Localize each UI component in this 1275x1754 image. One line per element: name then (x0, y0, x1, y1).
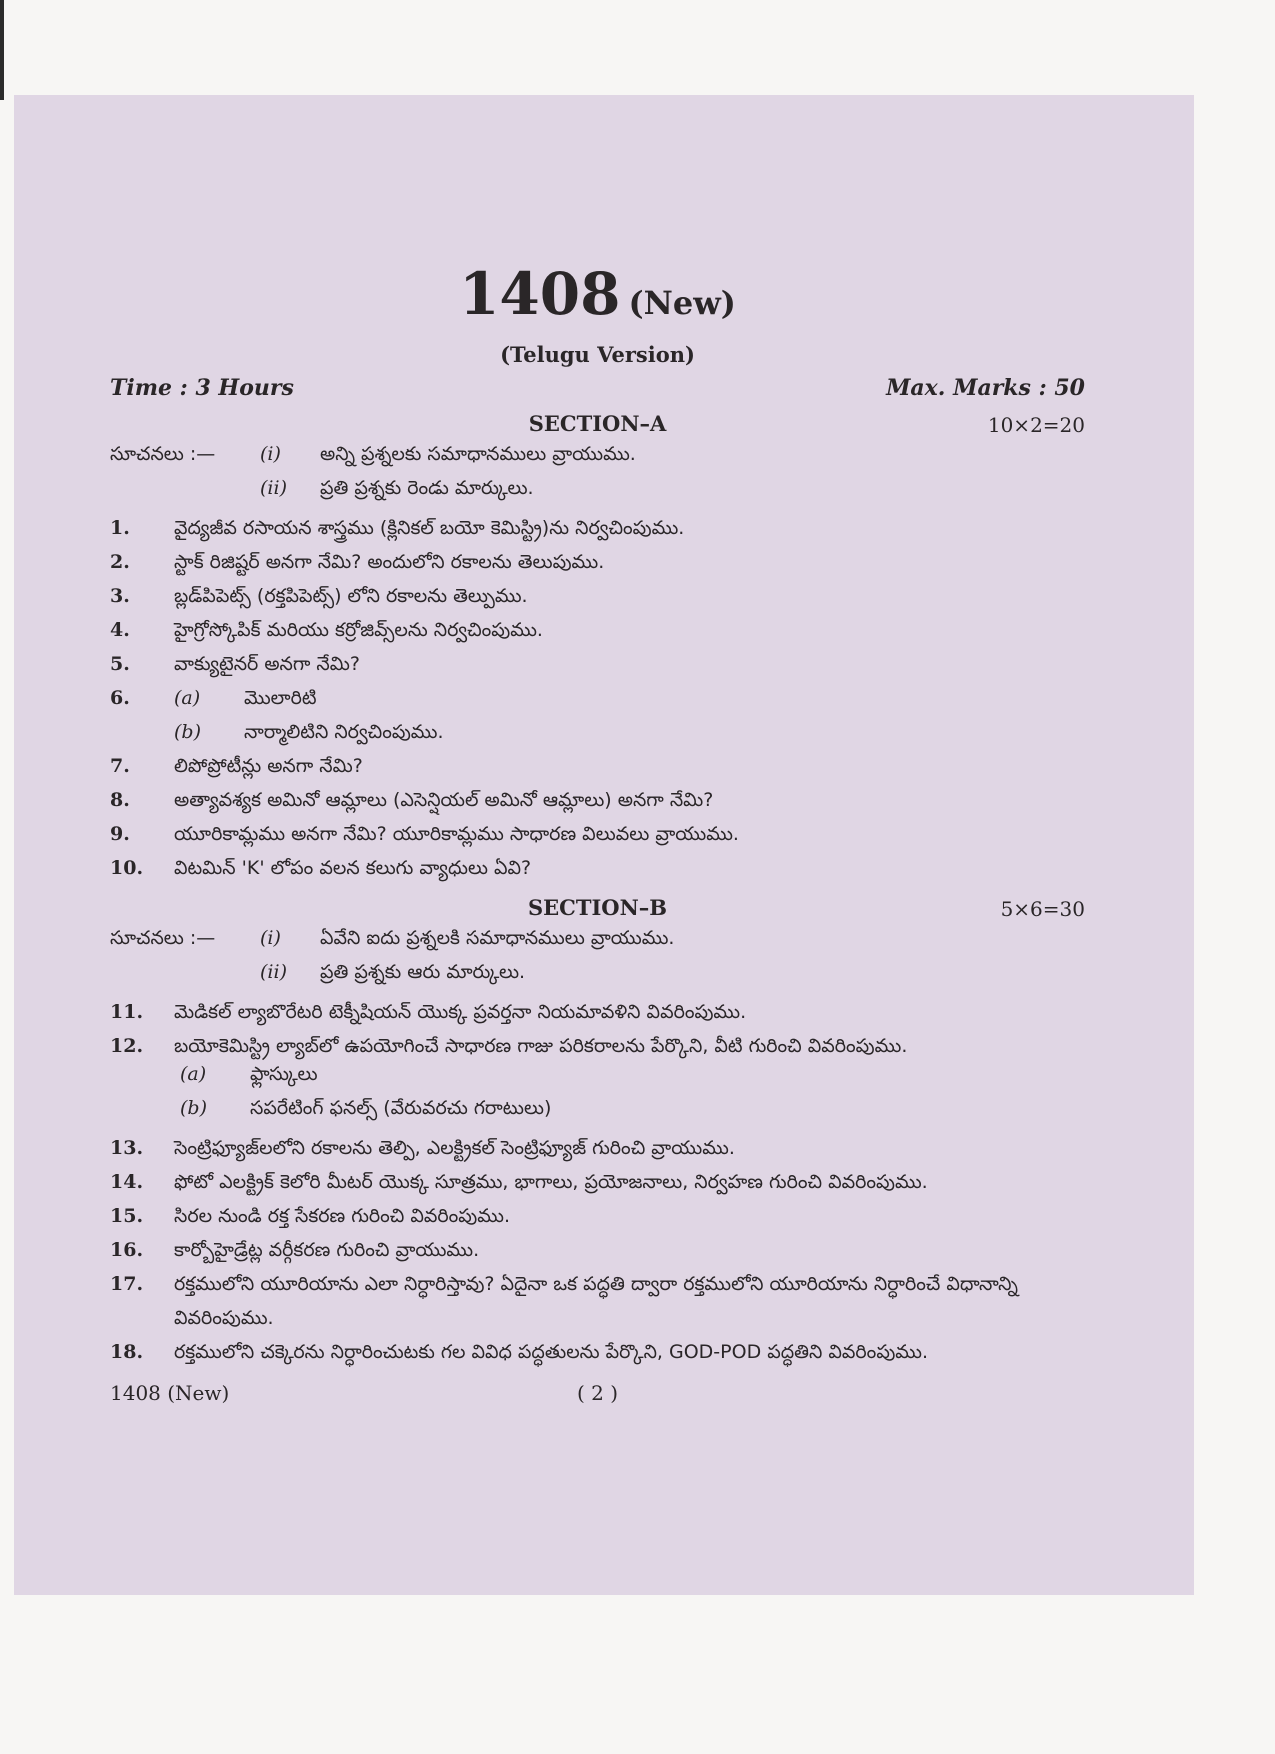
question (110, 749, 1085, 783)
question-number: 6. (110, 687, 130, 709)
paper-code (110, 260, 1085, 328)
section-b-header (110, 891, 1085, 927)
question-number: 2. (110, 551, 130, 573)
section-b-title: SECTION–B (527, 895, 668, 920)
option-label: (a) (174, 687, 201, 709)
section-a-marks: 10×2=20 (987, 413, 1085, 437)
section-b-marks: 5×6=30 (1000, 897, 1085, 921)
question-text: బయోకెమిస్ట్రి ల్యాబ్‌లో ఉపయోగించే సాధారణ గాజు పరికరాలను పేర్కొని, వీటి గురించి వివరింపుము. (174, 1035, 908, 1057)
question (110, 613, 1085, 647)
instruction-text: ప్రతి ప్రశ్నకు రెండు మార్కులు. (320, 477, 534, 499)
question-text: హైగ్రోస్కోపిక్ మరియు కర్రోజివ్స్‌లను నిర్వచింపుము. (174, 619, 543, 641)
question-number: 14. (110, 1171, 144, 1193)
option-label: (b) (174, 721, 201, 743)
question-paper-sheet (14, 95, 1194, 1595)
question-number: 17. (110, 1273, 144, 1295)
question (110, 851, 1085, 885)
section-a-instruction (110, 443, 1085, 477)
paper-code-tag: (New) (628, 284, 736, 322)
page-number: ( 2 ) (576, 1381, 619, 1405)
instruction-text: ప్రతి ప్రశ్నకు ఆరు మార్కులు. (320, 961, 526, 983)
paper-content (110, 190, 1085, 1415)
question-number: 8. (110, 789, 130, 811)
question (110, 1165, 1085, 1199)
question (110, 1233, 1085, 1267)
question (110, 1029, 1085, 1063)
question-option (110, 1097, 1085, 1131)
question-text: కార్బోహైడ్రేట్ల వర్గీకరణ గురించి వ్రాయుము. (174, 1239, 480, 1261)
question-text: స్టాక్ రిజిష్టర్ అనగా నేమి? అందులోని రకాలను తెలుపుము. (174, 551, 605, 573)
instructions-label: సూచనలు :— (110, 443, 216, 465)
scan-edge-mark (0, 0, 4, 100)
question-number: 11. (110, 1001, 144, 1023)
question-text: అత్యావశ్యక అమినో ఆమ్లాలు (ఎసెన్షియల్ అమినో ఆమ్లాలు) అనగా నేమి? (174, 789, 714, 811)
question-number: 1. (110, 517, 130, 539)
question-number: 5. (110, 653, 130, 675)
question-text: ఫోటో ఎలక్ట్రిక్ కెలోరి మీటర్ యొక్క సూత్రము, భాగాలు, ప్రయోజనాలు, నిర్వహణ గురించి వివరింపుము. (174, 1171, 928, 1193)
question-option (110, 1063, 1085, 1097)
question-text: లిపోప్రోటీన్లు అనగా నేమి? (174, 755, 363, 777)
instruction-number: (ii) (260, 961, 287, 983)
question-number: 13. (110, 1137, 144, 1159)
question-number: 7. (110, 755, 130, 777)
question-number: 9. (110, 823, 130, 845)
paper-version: (Telugu Version) (500, 342, 695, 367)
question (110, 545, 1085, 579)
question-number: 4. (110, 619, 130, 641)
paper-code-number: 1408 (459, 260, 621, 328)
question (110, 783, 1085, 817)
question (110, 1335, 1085, 1369)
option-text: సపరేటింగ్ ఫనల్స్ (వేరువరచు గరాటులు) (250, 1097, 552, 1119)
question-text: యూరికామ్లము అనగా నేమి? యూరికామ్లము సాధారణ విలువలు వ్రాయుము. (174, 823, 739, 845)
question-text: సిరల నుండి రక్త సేకరణ గురించి వివరింపుము. (174, 1205, 510, 1227)
option-text: మొలారిటి (244, 687, 317, 709)
question-number: 16. (110, 1239, 144, 1261)
footer-paper-code: 1408 (New) (110, 1381, 230, 1405)
instruction-text: ఏవేని ఐదు ప్రశ్నలకి సమాధానములు వ్రాయుము. (320, 927, 675, 949)
time-allowed: Time : 3 Hours (110, 375, 294, 401)
question-option-inline (174, 681, 1085, 715)
question-number: 3. (110, 585, 130, 607)
question-text: విటమిన్ 'K' లోపం వలన కలుగు వ్యాధులు ఏవి? (174, 857, 532, 879)
question-text: వాక్యుటైనర్ అనగా నేమి? (174, 653, 360, 675)
question (110, 1131, 1085, 1165)
max-marks: Max. Marks : 50 (886, 375, 1085, 401)
section-b-instruction (110, 961, 1085, 995)
option-label: (a) (180, 1063, 207, 1085)
instruction-text: అన్ని ప్రశ్నలకు సమాధానములు వ్రాయుము. (320, 443, 636, 465)
question-text: మెడికల్ ల్యాబొరేటరి టెక్నీషియన్ యొక్క ప్రవర్తనా నియమావళిని వివరింపుము. (174, 1001, 747, 1023)
question-number: 15. (110, 1205, 144, 1227)
option-text: నార్మాలిటిని నిర్వచింపుము. (244, 721, 444, 743)
option-text: ఫ్లాస్కులు (250, 1063, 318, 1085)
question-number: 10. (110, 857, 144, 879)
section-a-instruction (110, 477, 1085, 511)
question (110, 511, 1085, 545)
question (110, 579, 1085, 613)
question-text: సెంట్రిఫ్యూజ్‌లలోని రకాలను తెల్పి, ఎలక్ట్రికల్ సెంట్రిఫ్యూజ్ గురించి వ్రాయుము. (174, 1137, 735, 1159)
section-a-title: SECTION–A (528, 411, 667, 436)
question-number: 18. (110, 1341, 144, 1363)
exam-meta-row (110, 375, 1085, 401)
question-text: రక్తములోని యూరియాను ఎలా నిర్ధారిస్తావు? ఏదైనా ఒక పద్ధతి ద్వారా రక్తములోని యూరియాను నిర్ధారించే విధానాన్ని వివరింపుము. (174, 1273, 1018, 1329)
option-label: (b) (180, 1097, 207, 1119)
instruction-number: (i) (260, 443, 281, 465)
instructions-label: సూచనలు :— (110, 927, 216, 949)
question (110, 681, 1085, 715)
question-text: వైద్యజీవ రసాయన శాస్త్రము (క్లినికల్ బయో కెమిస్ట్రి)ను నిర్వచింపుము. (174, 517, 685, 539)
question-text: బ్లడ్‌పిపెట్స్ (రక్తపిపెట్స్) లోని రకాలను తెల్పుము. (174, 585, 528, 607)
question-option (110, 715, 1085, 749)
question (110, 817, 1085, 851)
question (110, 647, 1085, 681)
question-text: రక్తములోని చక్కెరను నిర్ధారించుటకు గల వివిధ పద్ధతులను పేర్కొని, GOD-POD పద్ధతిని వివరింపుము. (174, 1341, 928, 1363)
instruction-number: (ii) (260, 477, 287, 499)
question (110, 1199, 1085, 1233)
section-a-header (110, 407, 1085, 443)
instruction-number: (i) (260, 927, 281, 949)
section-b-instruction (110, 927, 1085, 961)
page-footer (110, 1375, 1085, 1415)
question (110, 1267, 1085, 1335)
question (110, 995, 1085, 1029)
question-number: 12. (110, 1035, 144, 1057)
